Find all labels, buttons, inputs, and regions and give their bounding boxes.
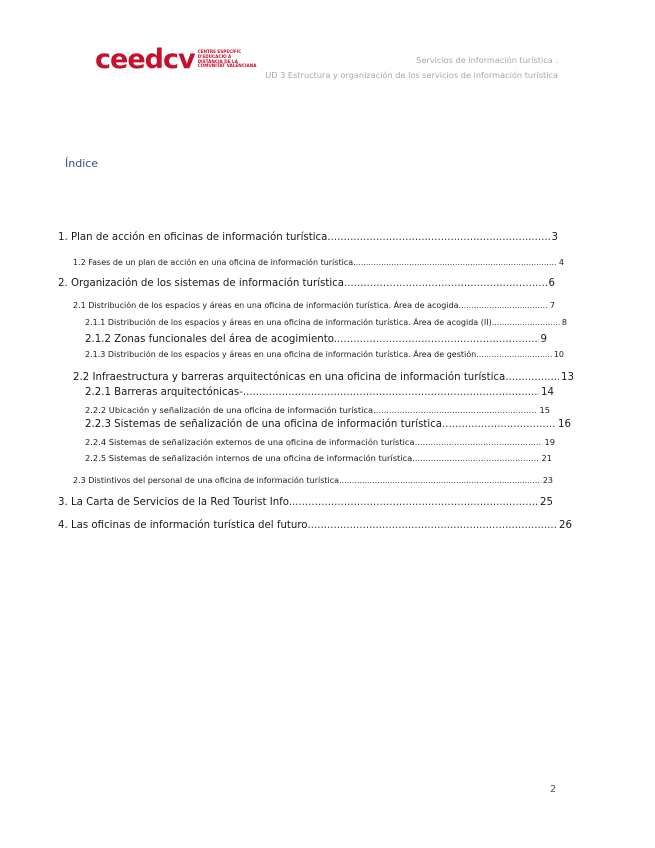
toc-entry[interactable]: [58, 520, 572, 531]
header-unit-title: UD 3 Estructura y organización de los servicios de información turística: [265, 70, 558, 80]
toc-entry-page: 4: [558, 258, 564, 267]
toc-entry[interactable]: [73, 476, 553, 485]
toc-entry[interactable]: [73, 301, 555, 310]
toc-entry[interactable]: [85, 334, 547, 345]
toc-entry-title: 2.1.1 Distribución de los espacios y áreas en una oficina de información turística. Área de acogida (II): [85, 318, 492, 327]
toc-entry-title: 2.1.3 Distribución de los espacios y áreas en una oficina de información turística. Área de gestión.: [85, 350, 479, 359]
toc-entry-page: 23: [542, 476, 553, 485]
toc-entry-page: 6: [548, 278, 555, 289]
header-course-title: Servicios de información turística .: [416, 55, 558, 65]
toc-entry-page: 16: [558, 419, 571, 430]
ceedcv-logo: [95, 46, 258, 73]
toc-entry-page: 19: [544, 437, 555, 447]
toc-entry-title: 2.2.3 Sistemas de señalización de una oficina de información turística: [85, 419, 443, 430]
toc-entry-title: 2.2.1 Barreras arquitectónicas-: [85, 387, 243, 398]
toc-entry-title: 2.3 Distintivos del personal de una oficina de información turística.: [73, 476, 342, 485]
index-heading: Índice: [65, 157, 99, 170]
toc-entry[interactable]: [58, 497, 553, 508]
toc-entry-page: 3: [551, 232, 558, 243]
toc-entry-title: 2.2.4 Sistemas de señalización externos de una oficina de información turística.: [85, 437, 418, 447]
toc-entry-title: 2. Organización de los sistemas de información turística: [58, 278, 344, 289]
toc-entry-page: 15: [539, 405, 550, 415]
toc-entry-page: 25: [540, 497, 553, 508]
toc-entry[interactable]: [73, 372, 574, 383]
toc-entry-page: 13: [561, 372, 574, 383]
toc-entry[interactable]: [85, 437, 555, 447]
toc-entry[interactable]: [58, 232, 558, 243]
toc-entry-title: 2.1.2 Zonas funcionales del área de acogimiento.: [85, 334, 337, 345]
toc-entry[interactable]: [85, 405, 550, 415]
toc-entry[interactable]: [85, 387, 554, 398]
toc-entry-title: 2.2 Infraestructura y barreras arquitectónicas en una oficina de información turística.: [73, 372, 509, 383]
toc-entry-title: 2.1 Distribución de los espacios y áreas en una oficina de información turística. Área de acogida.: [73, 301, 462, 310]
toc-entry-page: 14: [541, 387, 554, 398]
toc-entry-page: 7: [549, 301, 555, 310]
toc-entry[interactable]: [58, 278, 555, 289]
toc-entry-title: 3. La Carta de Servicios de la Red Tourist Info.: [58, 497, 293, 508]
page-number: 2: [550, 784, 557, 795]
toc-entry-title: 1. Plan de acción en oficinas de información turística.: [58, 232, 331, 243]
toc-entry[interactable]: [85, 453, 552, 463]
toc-entry[interactable]: [85, 350, 564, 359]
toc-entry-page: 10: [553, 350, 564, 359]
toc-entry-title: 1.2 Fases de un plan de acción en una oficina de información turística.: [73, 258, 356, 267]
toc-entry[interactable]: [73, 258, 564, 267]
toc-entry[interactable]: [85, 318, 567, 327]
logo-tagline: CENTRE ESPECÍFIC D'EDUCACIÓ A DISTÀNCIA DE LA COMUNITAT VALENCIANA: [197, 48, 257, 69]
toc-entry-title: 2.2.5 Sistemas de señalización internos de una oficina de información turística: [85, 453, 413, 463]
toc-entry-title: 2.2.2 Ubicación y señalización de una oficina de información turística.: [85, 405, 376, 415]
toc-entry-page: 8: [561, 318, 567, 327]
toc-entry-page: 21: [541, 453, 552, 463]
toc-entry[interactable]: [85, 419, 571, 430]
logo-wordmark: ceedcv: [95, 44, 195, 75]
toc-entry-title: 4. Las oficinas de información turística del futuro: [58, 520, 308, 531]
toc-entry-page: 26: [559, 520, 572, 531]
toc-entry-page: 9: [540, 334, 547, 345]
